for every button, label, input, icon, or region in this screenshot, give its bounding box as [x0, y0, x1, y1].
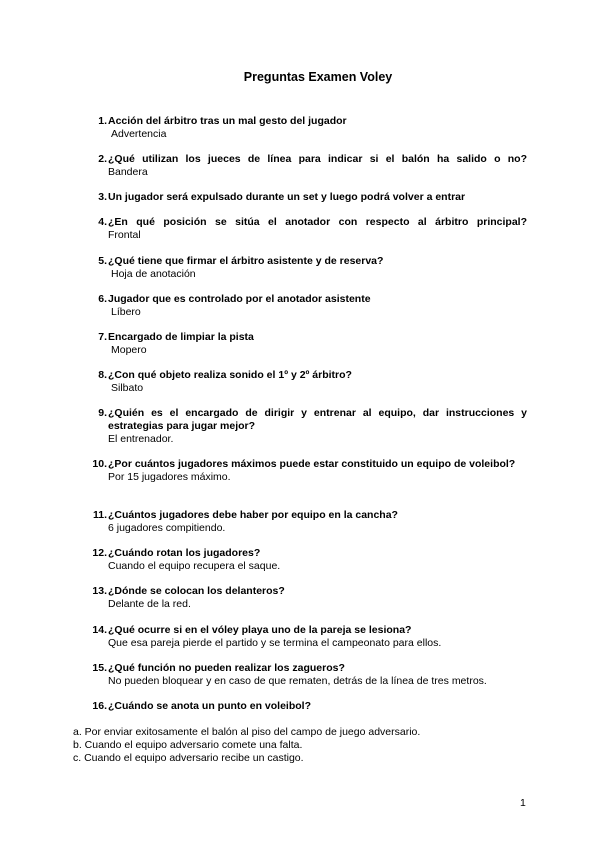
question-2 [90, 153, 527, 179]
question-text: Un jugador será expulsado durante un set y luego podrá volver a entrar [108, 191, 466, 203]
question-text: ¿Con qué objeto realiza sonido el 1º y 2º árbitro? [108, 369, 352, 381]
question-number: 9. [98, 407, 107, 419]
page-number: 1 [520, 797, 526, 809]
question-5 [90, 255, 527, 281]
question-number: 11. [92, 509, 107, 521]
question-text: ¿Qué tiene que firmar el árbitro asistente y de reserva? [108, 255, 384, 267]
answer-text: Mopero [111, 344, 147, 356]
question-15 [90, 662, 527, 688]
answer-text: Que esa pareja pierde el partido y se termina el campeonato para ellos. [108, 637, 442, 649]
question-text: ¿Quién es el encargado de dirigir y entrenar al equipo, dar instrucciones y estrategias para jugar mejor? [108, 407, 527, 432]
question-text: ¿Qué utilizan los jueces de línea para indicar si el balón ha salido o no? [108, 153, 527, 165]
question-8 [90, 369, 527, 395]
answer-option-a: a. Por enviar exitosamente el balón al piso del campo de juego adversario. [73, 726, 421, 738]
question-3 [90, 191, 527, 204]
answer-text: Advertencia [111, 128, 167, 140]
question-text: ¿Qué ocurre si en el vóley playa uno de la pareja se lesiona? [108, 624, 412, 636]
question-10 [90, 458, 527, 484]
answer-text: 6 jugadores compitiendo. [108, 522, 226, 534]
answer-text: No pueden bloquear y en caso de que rematen, detrás de la línea de tres metros. [108, 675, 487, 687]
question-number: 13. [92, 585, 107, 597]
question-text: ¿Cuándo se anota un punto en voleibol? [108, 700, 311, 712]
question-number: 15. [92, 662, 107, 674]
answer-text: Cuando el equipo recupera el saque. [108, 560, 281, 572]
question-9 [90, 407, 527, 446]
question-number: 4. [98, 216, 107, 228]
question-number: 3. [98, 191, 107, 203]
question-text: Encargado de limpiar la pista [108, 331, 254, 343]
answer-option-b: b. Cuando el equipo adversario comete una falta. [73, 739, 303, 751]
document-title: Preguntas Examen Voley [243, 70, 393, 84]
question-number: 10. [92, 458, 107, 470]
question-4 [90, 216, 527, 242]
question-text: ¿Cuántos jugadores debe haber por equipo en la cancha? [108, 509, 398, 521]
question-text: ¿Por cuántos jugadores máximos puede estar constituido un equipo de voleibol? [108, 458, 516, 470]
answer-text: Hoja de anotación [111, 268, 196, 280]
question-6 [90, 293, 527, 319]
question-number: 5. [98, 255, 107, 267]
question-number: 16. [92, 700, 107, 712]
question-number: 6. [98, 293, 107, 305]
answer-option-c: c. Cuando el equipo adversario recibe un castigo. [73, 752, 304, 764]
question-text: ¿Cuándo rotan los jugadores? [108, 547, 261, 559]
question-text: ¿En qué posición se sitúa el anotador con respecto al árbitro principal? [108, 216, 527, 228]
question-number: 14. [92, 624, 107, 636]
question-number: 1. [98, 115, 107, 127]
question-text: ¿Qué función no pueden realizar los zagueros? [108, 662, 345, 674]
question-7 [90, 331, 527, 357]
question-14 [90, 624, 527, 650]
question-16 [90, 700, 527, 713]
answer-text: Delante de la red. [108, 598, 191, 610]
answer-text: Líbero [111, 306, 141, 318]
question-number: 2. [98, 153, 107, 165]
question-text: Jugador que es controlado por el anotador asistente [108, 293, 371, 305]
answer-text: Silbato [111, 382, 144, 394]
question-12 [90, 547, 527, 573]
question-1 [90, 115, 527, 141]
question-number: 7. [98, 331, 107, 343]
answer-text: El entrenador. [108, 433, 174, 445]
answer-text: Por 15 jugadores máximo. [108, 471, 231, 483]
question-number: 12. [92, 547, 107, 559]
question-13 [90, 585, 527, 611]
question-number: 8. [98, 369, 107, 381]
question-text: Acción del árbitro tras un mal gesto del jugador [108, 115, 347, 127]
question-text: ¿Dónde se colocan los delanteros? [108, 585, 285, 597]
answer-text: Bandera [108, 166, 148, 178]
answer-text: Frontal [108, 229, 141, 241]
question-11 [90, 509, 527, 535]
